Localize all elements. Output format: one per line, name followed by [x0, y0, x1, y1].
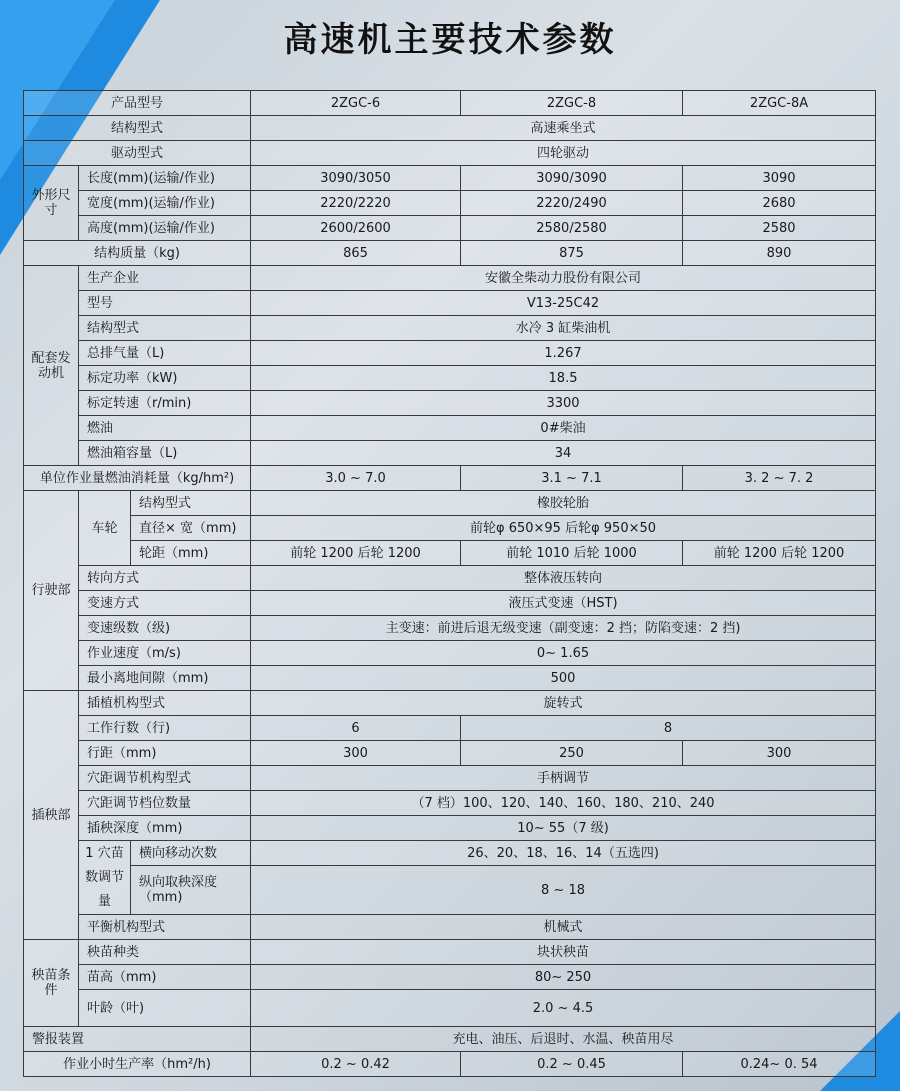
table-row	[24, 166, 876, 191]
table-row	[24, 341, 876, 366]
page-title: 高速机主要技术参数	[283, 20, 617, 60]
row-value: 80~ 250	[251, 965, 876, 990]
row-label: 高度(mm)(运输/作业)	[79, 216, 251, 241]
row-label: 作业小时生产率（hm²/h)	[24, 1052, 251, 1077]
row-label: 工作行数（行)	[79, 716, 251, 741]
row-value: 8 ~ 18	[251, 866, 876, 915]
group-label: 行驶部	[24, 491, 79, 691]
row-value: 1.267	[251, 341, 876, 366]
row-label: 宽度(mm)(运输/作业)	[79, 191, 251, 216]
row-value: 主变速：前进后退无级变速（副变速：2 挡；防陷变速：2 挡)	[251, 616, 876, 641]
table-row	[24, 516, 876, 541]
row-label: 插秧深度（mm)	[79, 816, 251, 841]
row-label: 型号	[79, 291, 251, 316]
header-label: 产品型号	[24, 91, 251, 116]
row-value: 0.2 ~ 0.45	[461, 1052, 683, 1077]
table-row	[24, 466, 876, 491]
table-row	[24, 591, 876, 616]
row-label: 长度(mm)(运输/作业)	[79, 166, 251, 191]
row-label: 结构型式	[79, 316, 251, 341]
table-row	[24, 766, 876, 791]
row-label: 总排气量（L)	[79, 341, 251, 366]
row-label: 秧苗种类	[79, 940, 251, 965]
table-row	[24, 416, 876, 441]
table-row	[24, 616, 876, 641]
row-label: 生产企业	[79, 266, 251, 291]
row-value: 前轮 1010 后轮 1000	[461, 541, 683, 566]
row-label: 转向方式	[79, 566, 251, 591]
row-label: 单位作业量燃油消耗量（kg/hm²)	[24, 466, 251, 491]
subgroup-label: 车轮	[79, 491, 131, 566]
table-row	[24, 366, 876, 391]
table-row	[24, 116, 876, 141]
table-row	[24, 791, 876, 816]
table-row	[24, 816, 876, 841]
row-value: 3.0 ~ 7.0	[251, 466, 461, 491]
row-value: 0.2 ~ 0.42	[251, 1052, 461, 1077]
row-value: 安徽全柴动力股份有限公司	[251, 266, 876, 291]
row-value: 水冷 3 缸柴油机	[251, 316, 876, 341]
table-row	[24, 441, 876, 466]
row-value: （7 档）100、120、140、160、180、210、240	[251, 791, 876, 816]
row-value: 液压式变速（HST)	[251, 591, 876, 616]
row-value: 2220/2220	[251, 191, 461, 216]
row-value: 8	[461, 716, 876, 741]
table-row	[24, 940, 876, 965]
table-row	[24, 741, 876, 766]
row-value: 3. 2 ~ 7. 2	[683, 466, 876, 491]
table-row	[24, 841, 876, 866]
row-label: 插植机构型式	[79, 691, 251, 716]
row-value: V13-25C42	[251, 291, 876, 316]
table-row	[24, 915, 876, 940]
table-row	[24, 641, 876, 666]
group-label: 秧苗条件	[24, 940, 79, 1027]
table-row	[24, 1027, 876, 1052]
row-label: 变速级数（级)	[79, 616, 251, 641]
row-value: 前轮 1200 后轮 1200	[683, 541, 876, 566]
row-label: 行距（mm)	[79, 741, 251, 766]
table-row	[24, 990, 876, 1027]
row-label: 驱动型式	[24, 141, 251, 166]
row-value: 500	[251, 666, 876, 691]
row-label: 穴距调节档位数量	[79, 791, 251, 816]
row-value: 18.5	[251, 366, 876, 391]
row-label: 结构型式	[24, 116, 251, 141]
row-value: 2580	[683, 216, 876, 241]
row-value: 2600/2600	[251, 216, 461, 241]
row-label: 燃油	[79, 416, 251, 441]
row-value: 块状秧苗	[251, 940, 876, 965]
table-row	[24, 141, 876, 166]
table-row	[24, 965, 876, 990]
model-cell: 2ZGC-6	[251, 91, 461, 116]
table-row	[24, 691, 876, 716]
table-row	[24, 491, 876, 516]
row-value: 865	[251, 241, 461, 266]
row-value: 3300	[251, 391, 876, 416]
row-label: 轮距（mm)	[131, 541, 251, 566]
row-value: 875	[461, 241, 683, 266]
row-label: 变速方式	[79, 591, 251, 616]
row-value: 充电、油压、后退时、水温、秧苗用尽	[251, 1027, 876, 1052]
table-row	[24, 291, 876, 316]
group-label: 配套发动机	[24, 266, 79, 466]
row-label: 直径× 宽（mm)	[131, 516, 251, 541]
spec-table	[23, 90, 876, 1077]
group-label: 插秧部	[24, 691, 79, 940]
row-value: 0#柴油	[251, 416, 876, 441]
row-value: 6	[251, 716, 461, 741]
row-value: 橡胶轮胎	[251, 491, 876, 516]
subgroup-label: 1 穴苗数调节量	[79, 841, 131, 915]
row-label: 燃油箱容量（L)	[79, 441, 251, 466]
row-value: 0.24~ 0. 54	[683, 1052, 876, 1077]
row-label: 最小离地间隙（mm)	[79, 666, 251, 691]
table-row	[24, 1052, 876, 1077]
table-row	[24, 266, 876, 291]
group-label: 外形尺寸	[24, 166, 79, 241]
table-row	[24, 566, 876, 591]
row-value: 旋转式	[251, 691, 876, 716]
table-row	[24, 716, 876, 741]
row-value: 2580/2580	[461, 216, 683, 241]
table-row	[24, 216, 876, 241]
row-label: 结构型式	[131, 491, 251, 516]
row-value: 3.1 ~ 7.1	[461, 466, 683, 491]
row-value: 手柄调节	[251, 766, 876, 791]
row-value: 机械式	[251, 915, 876, 940]
row-value: 890	[683, 241, 876, 266]
row-value: 3090	[683, 166, 876, 191]
row-value: 四轮驱动	[251, 141, 876, 166]
table-row	[24, 316, 876, 341]
table-row	[24, 391, 876, 416]
row-value: 高速乘坐式	[251, 116, 876, 141]
row-value: 26、20、18、16、14（五选四)	[251, 841, 876, 866]
row-label: 苗高（mm)	[79, 965, 251, 990]
row-label: 结构质量（kg)	[24, 241, 251, 266]
table-row	[24, 241, 876, 266]
row-label: 标定功率（kW)	[79, 366, 251, 391]
row-label: 横向移动次数	[131, 841, 251, 866]
row-value: 300	[683, 741, 876, 766]
row-value: 2.0 ~ 4.5	[251, 990, 876, 1027]
row-label: 标定转速（r/min)	[79, 391, 251, 416]
row-value: 2220/2490	[461, 191, 683, 216]
row-label: 纵向取秧深度（mm)	[131, 866, 251, 915]
table-row	[24, 91, 876, 116]
row-label: 穴距调节机构型式	[79, 766, 251, 791]
table-row	[24, 191, 876, 216]
row-value: 10~ 55（7 级)	[251, 816, 876, 841]
row-value: 整体液压转向	[251, 566, 876, 591]
row-value: 前轮φ 650×95 后轮φ 950×50	[251, 516, 876, 541]
row-label: 平衡机构型式	[79, 915, 251, 940]
row-value: 0~ 1.65	[251, 641, 876, 666]
row-value: 300	[251, 741, 461, 766]
row-value: 250	[461, 741, 683, 766]
row-value: 3090/3090	[461, 166, 683, 191]
row-label: 警报装置	[24, 1027, 251, 1052]
row-value: 前轮 1200 后轮 1200	[251, 541, 461, 566]
row-value: 3090/3050	[251, 166, 461, 191]
model-cell: 2ZGC-8A	[683, 91, 876, 116]
table-row	[24, 666, 876, 691]
row-value: 2680	[683, 191, 876, 216]
table-row	[24, 541, 876, 566]
row-value: 34	[251, 441, 876, 466]
model-cell: 2ZGC-8	[461, 91, 683, 116]
row-label: 作业速度（m/s)	[79, 641, 251, 666]
row-label: 叶龄（叶)	[79, 990, 251, 1027]
